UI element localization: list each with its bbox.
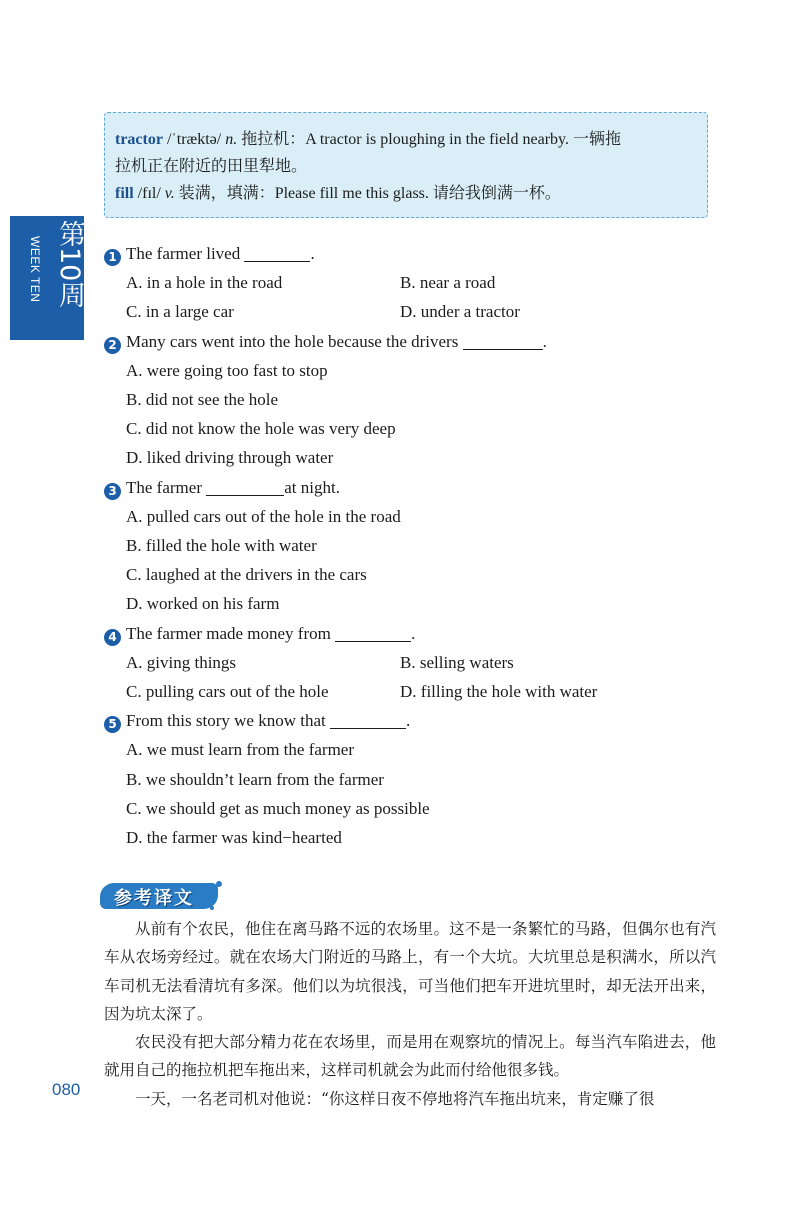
question-stem xyxy=(104,706,724,735)
reference-translation-heading xyxy=(100,879,222,913)
stem-text: . xyxy=(411,623,416,643)
stem-text: at night. xyxy=(284,477,340,497)
option-a: A. giving things xyxy=(126,652,237,672)
translation-paragraph: 一天，一名老司机对他说：“你这样日夜不停地将汽车拖出坑来，肯定赚了很 xyxy=(135,1089,655,1108)
option-a: A. in a hole in the road xyxy=(126,273,283,293)
option-d: D. liked driving through water xyxy=(126,448,334,468)
option-c: C. laughed at the drivers in the cars xyxy=(126,565,367,585)
week-tab-title: 第10周 xyxy=(54,220,85,309)
option-list xyxy=(104,502,724,619)
answer-blank xyxy=(206,479,284,496)
stem-text: . xyxy=(310,244,315,263)
page-number: 080 xyxy=(52,1080,81,1099)
phonetic: /fɪl/ xyxy=(133,185,165,202)
option-a: A. we must learn from the farmer xyxy=(126,740,354,760)
option-list xyxy=(104,735,724,852)
stem-text: The farmer lived xyxy=(126,244,245,263)
question-4 xyxy=(104,619,724,707)
option-list xyxy=(104,356,724,473)
option-d: D. worked on his farm xyxy=(126,594,280,614)
question-1 xyxy=(104,239,724,327)
vocabulary-box xyxy=(104,112,708,218)
week-side-tab xyxy=(10,216,84,340)
stem-text: Many cars went into the hole because the drivers xyxy=(126,331,463,351)
part-of-speech: n. xyxy=(225,131,238,148)
stem-text: From this story we know that xyxy=(126,711,330,731)
option-list xyxy=(104,268,724,326)
heading-text: 参考译文 xyxy=(114,888,194,909)
question-number-badge: 5 xyxy=(104,716,121,733)
translation-text xyxy=(104,915,716,1113)
question-stem xyxy=(104,619,724,648)
question-5 xyxy=(104,706,724,852)
answer-blank xyxy=(335,625,411,642)
question-number-badge: 3 xyxy=(104,483,121,500)
decorative-dot xyxy=(216,881,222,887)
option-c: C. pulling cars out of the hole xyxy=(126,682,329,702)
option-a: A. were going too fast to stop xyxy=(126,360,328,380)
vocab-entry-fill xyxy=(115,180,695,207)
answer-blank xyxy=(244,245,310,262)
stem-text: The farmer xyxy=(126,477,207,497)
option-b: B. selling waters xyxy=(400,652,514,672)
part-of-speech: v. xyxy=(164,185,175,202)
headword: fill xyxy=(115,185,134,202)
question-number-badge: 1 xyxy=(104,249,121,266)
question-stem xyxy=(104,239,724,268)
option-b: B. did not see the hole xyxy=(126,390,279,410)
vocab-entry-tractor xyxy=(115,126,695,153)
option-d: D. under a tractor xyxy=(400,302,520,322)
option-c: C. did not know the hole was very deep xyxy=(126,419,396,439)
definition: 拖拉机：A tractor is ploughing in the field nearby. 一辆拖 xyxy=(237,131,621,148)
translation-paragraph: 农民没有把大部分精力花在农场里，而是用在观察坑的情况上。每当汽车陷进去，他就用自己的拖拉机把车拖出来，这样司机就会为此而付给他很多钱。 xyxy=(104,1033,716,1080)
option-d: D. the farmer was kind−hearted xyxy=(126,828,342,848)
option-b: B. near a road xyxy=(400,273,496,293)
question-2 xyxy=(104,327,724,473)
stem-text: . xyxy=(542,331,547,351)
stem-text: . xyxy=(406,711,411,731)
headword: tractor xyxy=(115,131,163,148)
option-c: C. in a large car xyxy=(126,302,234,322)
option-list xyxy=(104,648,724,706)
question-stem xyxy=(104,327,724,356)
translation-paragraph: 从前有个农民，他住在离马路不远的农场里。这不是一条繁忙的马路，但偶尔也有汽车从农场旁经过。就在农场大门附近的马路上，有一个大坑。大坑里总是积满水，所以汽车司机无法看清坑有多深。他们以为坑很浅，可当他们把车开进坑里时，却无法开出来，因为坑太深了。 xyxy=(104,920,716,1023)
option-d: D. filling the hole with water xyxy=(400,682,598,702)
question-number-badge: 2 xyxy=(104,337,121,354)
stem-text: The farmer made money from xyxy=(126,623,336,643)
phonetic: /ˈtræktə/ xyxy=(162,131,226,148)
question-list xyxy=(104,239,724,852)
option-b: B. we shouldn’t learn from the farmer xyxy=(126,769,384,789)
question-3 xyxy=(104,473,724,619)
question-number-badge: 4 xyxy=(104,629,121,646)
option-b: B. filled the hole with water xyxy=(126,536,317,556)
option-c: C. we should get as much money as possible xyxy=(126,798,430,818)
option-a: A. pulled cars out of the hole in the road xyxy=(126,506,401,526)
week-tab-subtitle: WEEK TEN xyxy=(28,236,42,303)
decorative-dot xyxy=(210,906,214,910)
definition: 装满，填满：Please fill me this glass. 请给我倒满一杯。 xyxy=(174,185,561,202)
vocab-entry-continuation: 拉机正在附近的田里犁地。 xyxy=(115,158,308,175)
answer-blank xyxy=(463,333,543,350)
question-stem xyxy=(104,473,724,502)
answer-blank xyxy=(330,712,406,729)
